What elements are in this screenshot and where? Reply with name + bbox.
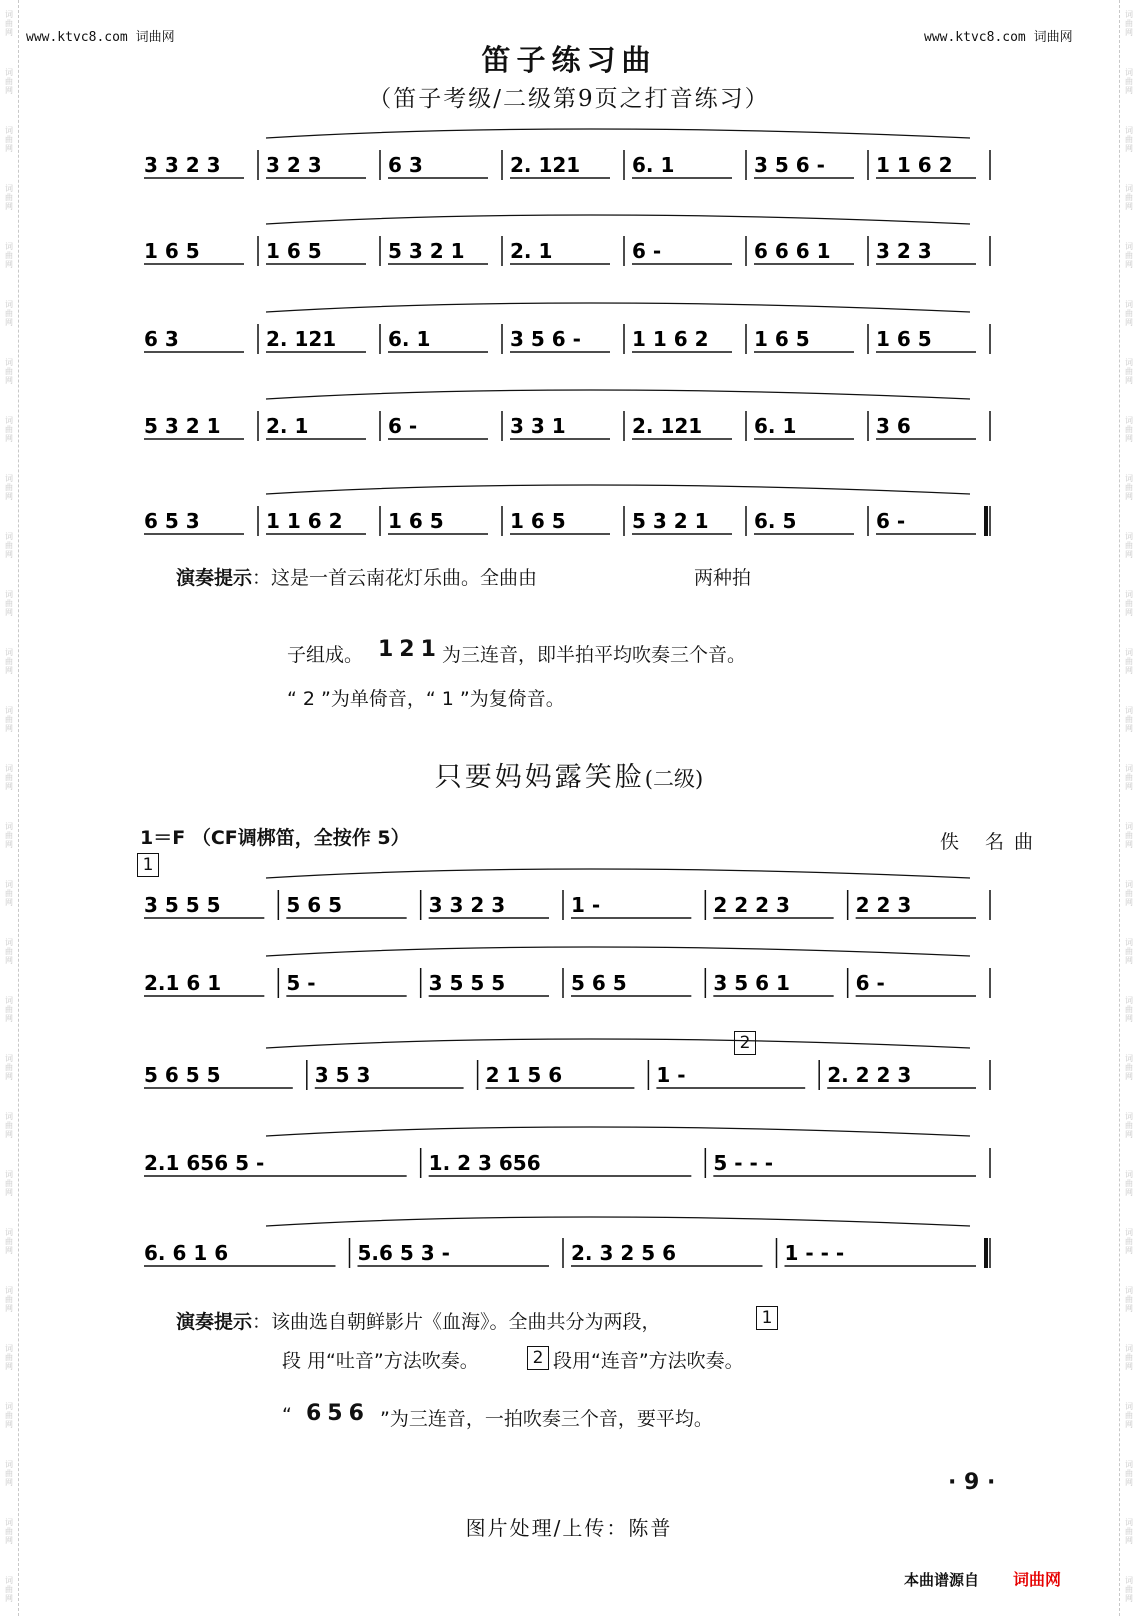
song1-measure: 1 6 5 — [144, 239, 200, 263]
song2-measure: 6 - — [855, 971, 885, 995]
song1-measure: 3 2 3 — [876, 239, 932, 263]
source-line — [904, 1567, 1061, 1590]
watermark-strip-mark: 词 曲 网 — [5, 706, 13, 733]
song2-measure: 5 6 5 — [286, 893, 343, 917]
song2-measure: 6. 6 1 6 — [144, 1241, 229, 1265]
watermark-strip-mark: 词 曲 网 — [5, 1286, 13, 1313]
watermark-strip-mark: 词 曲 网 — [1125, 706, 1133, 733]
song1-measure: 6. 1 — [754, 414, 797, 438]
song2-measure: 1 - — [656, 1063, 686, 1087]
song1-measure: 2. 121 — [266, 327, 337, 351]
watermark-strip-mark: 词 曲 网 — [5, 938, 13, 965]
song1-measure: 1 6 5 — [754, 327, 810, 351]
song1-measure: 6 6 6 1 — [754, 239, 831, 263]
song2-tip-line1 — [176, 1307, 661, 1334]
song1-tip-line1 — [176, 563, 537, 590]
watermark-strip-mark: 词 曲 网 — [5, 474, 13, 501]
song2-measure: 3 5 5 5 — [144, 893, 221, 917]
watermark-strip-mark: 词 曲 网 — [5, 1344, 13, 1371]
upload-credit: 图片处理/上传：陈普 — [465, 1516, 673, 1540]
song2-tip-label: 演奏提示 — [176, 1311, 253, 1333]
song1-measure: 1 6 5 — [388, 509, 444, 533]
song1-measure: 6 3 — [144, 327, 179, 351]
song2-composer: 佚 名曲 — [940, 831, 1044, 853]
song2-measure: 1 - - - — [784, 1241, 845, 1265]
watermark-strip-mark: 词 曲 网 — [5, 184, 13, 211]
song1-measure: 2. 121 — [632, 414, 703, 438]
song2-measure: 2 1 5 6 — [485, 1063, 563, 1087]
song1-slur — [266, 129, 970, 138]
song1-measure: 1 6 5 — [266, 239, 322, 263]
watermark-strip-mark: 词 曲 网 — [1125, 358, 1133, 385]
watermark-strip-mark: 词 曲 网 — [5, 1228, 13, 1255]
song2-title-text: 只要妈妈露笑脸 — [434, 762, 645, 793]
song1-slur — [266, 215, 970, 224]
watermark-strip-mark: 词 曲 网 — [1125, 1054, 1133, 1081]
watermark-strip-mark: 词 曲 网 — [5, 10, 13, 37]
song1-slur — [266, 303, 970, 312]
song1-tip-text2b: 为三连音，即半拍平均吹奏三个音。 — [442, 644, 747, 666]
song1-tip-line1-end: 两种拍 — [694, 567, 752, 589]
watermark-strip-mark: 词 曲 网 — [1125, 126, 1133, 153]
watermark-strip-mark: 词 曲 网 — [1125, 300, 1133, 327]
song1-measure: 6 - — [632, 239, 662, 263]
song1-measure: 3 3 1 — [510, 414, 566, 438]
watermark-strip-mark: 词 曲 网 — [5, 1402, 13, 1429]
watermark-strip-mark: 词 曲 网 — [5, 300, 13, 327]
watermark-strip-mark: 词 曲 网 — [5, 242, 13, 269]
watermark-strip-mark: 词 曲 网 — [1125, 764, 1133, 791]
watermark-strip-mark: 词 曲 网 — [5, 590, 13, 617]
watermark-strip-mark: 词 曲 网 — [5, 822, 13, 849]
song2-measure: 2 2 2 3 — [713, 893, 790, 917]
watermark-strip-mark: 词 曲 网 — [1125, 532, 1133, 559]
watermark-strip-mark: 词 曲 网 — [5, 358, 13, 385]
watermark-cn-left: 词曲网 — [135, 30, 175, 45]
song2-slur — [266, 1039, 970, 1048]
song1-measure: 3 5 6 - — [510, 327, 581, 351]
watermark-strip-mark: 词 曲 网 — [5, 1576, 13, 1603]
song2-tip-text1: ：该曲选自朝鲜影片《血海》。全曲共分为两段， — [252, 1311, 661, 1333]
section-1-box: 1 — [137, 853, 159, 877]
song2-measure: 2.1 656 5 - — [144, 1151, 265, 1175]
watermark-strip-mark: 词 曲 网 — [1125, 68, 1133, 95]
song2-measure: 2 2 3 — [855, 893, 912, 917]
watermark-strip-mark: 词 曲 网 — [1125, 474, 1133, 501]
song1-tip-text2a: 子组成。 — [287, 644, 364, 666]
song1-tip-triplet: 121 — [378, 637, 442, 662]
source-label: 本曲谱源自 — [904, 1571, 980, 1589]
watermark-strip-mark: 词 曲 网 — [1125, 1402, 1133, 1429]
song1-measure: 2. 121 — [510, 153, 581, 177]
watermark-strip-mark: 词 曲 网 — [5, 764, 13, 791]
watermark-strip-mark: 词 曲 网 — [5, 532, 13, 559]
watermark-strip-mark: 词 曲 网 — [1125, 1344, 1133, 1371]
song2-measure: 2.1 6 1 — [144, 971, 222, 995]
song1-measure: 5 3 2 1 — [388, 239, 465, 263]
song2-key: 1＝F （CF调梆笛，全按作 5） — [140, 827, 410, 849]
song2-tip-triplet: 656 — [306, 1401, 370, 1426]
song1-slur — [266, 485, 970, 494]
watermark-strip-mark: 词 曲 网 — [1125, 1112, 1133, 1139]
watermark-strip-mark: 词 曲 网 — [1125, 938, 1133, 965]
source-brand: 词曲网 — [1013, 1570, 1062, 1589]
watermark-strip-mark: 词 曲 网 — [1125, 880, 1133, 907]
song2-tip-text2a: 段 用“吐音”方法吹奏。 — [282, 1350, 479, 1372]
watermark-strip-mark: 词 曲 网 — [5, 1518, 13, 1545]
song1-measure: 1 1 6 2 — [266, 509, 343, 533]
watermark-strip-mark: 词 曲 网 — [5, 1054, 13, 1081]
song1-measure: 3 6 — [876, 414, 911, 438]
song2-tip-text3a: “ — [282, 1404, 292, 1426]
song1-measure: 5 3 2 1 — [144, 414, 221, 438]
song1-measure: 1 6 5 — [876, 327, 932, 351]
song1-tip-line3: “ 2 ”为单倚音，“ 1 ”为复倚音。 — [287, 688, 565, 710]
watermark-strip-mark: 词 曲 网 — [1125, 590, 1133, 617]
song2-measure: 2. 2 2 3 — [827, 1063, 912, 1087]
song2-measure: 5 - — [286, 971, 316, 995]
watermark-strip-mark: 词 曲 网 — [5, 996, 13, 1023]
song1-measure: 6 - — [876, 509, 906, 533]
song1-measure: 2. 1 — [510, 239, 553, 263]
song1-tip-line2 — [287, 640, 363, 667]
song1-measure: 3 3 2 3 — [144, 153, 221, 177]
watermark-strip-mark: 词 曲 网 — [5, 68, 13, 95]
song2-measure: 3 5 5 5 — [428, 971, 506, 995]
song1-measure: 6 5 3 — [144, 509, 200, 533]
song2-slur — [266, 1127, 970, 1136]
page-number: · 9 · — [948, 1470, 996, 1495]
song2-measure: 3 3 2 3 — [428, 893, 506, 917]
song1-measure: 3 5 6 - — [754, 153, 825, 177]
song1-measure: 6 - — [388, 414, 418, 438]
song1-measure: 2. 1 — [266, 414, 309, 438]
song1-measure: 5 3 2 1 — [632, 509, 709, 533]
song1-measure: 1 1 6 2 — [632, 327, 709, 351]
song1-measure: 6. 1 — [388, 327, 431, 351]
song1-measure: 6 3 — [388, 153, 423, 177]
song2-measure: 5 6 5 5 — [144, 1063, 221, 1087]
song1-measure: 1 1 6 2 — [876, 153, 953, 177]
song2-measure: 2. 3 2 5 6 — [571, 1241, 677, 1265]
song2-measure: 1. 2 3 656 — [428, 1151, 541, 1175]
song2-tip-text3b: ”为三连音，一拍吹奏三个音，要平均。 — [380, 1408, 713, 1430]
watermark-strip-mark: 词 曲 网 — [5, 416, 13, 443]
song2-measure: 5 - - - — [713, 1151, 774, 1175]
song2-slur — [266, 947, 970, 956]
watermark-strip-mark: 词 曲 网 — [5, 1112, 13, 1139]
watermark-url-right: www.ktvc8.com — [924, 30, 1026, 45]
watermark-strip-mark: 词 曲 网 — [1125, 648, 1133, 675]
watermark-strip-mark: 词 曲 网 — [1125, 416, 1133, 443]
song2-measure: 1 - — [571, 893, 601, 917]
watermark-strip-mark: 词 曲 网 — [1125, 184, 1133, 211]
watermark-strip-mark: 词 曲 网 — [1125, 1228, 1133, 1255]
song1-slur — [266, 390, 970, 399]
watermark-strip-mark: 词 曲 网 — [1125, 996, 1133, 1023]
section-2-box: 2 — [734, 1031, 756, 1055]
song2-measure: 5.6 5 3 - — [357, 1241, 450, 1265]
song1-tip-text1: ：这是一首云南花灯乐曲。全曲由 — [252, 567, 538, 589]
watermark-strip-mark: 词 曲 网 — [5, 1460, 13, 1487]
watermark-url-left: www.ktvc8.com — [26, 30, 128, 45]
watermark-strip-mark: 词 曲 网 — [1125, 1518, 1133, 1545]
watermark-strip-mark: 词 曲 网 — [1125, 822, 1133, 849]
song1-measure: 6. 5 — [754, 509, 797, 533]
song1-subtitle: （笛子考级/二级第9页之打音练习） — [368, 86, 770, 112]
watermark-strip-mark: 词 曲 网 — [5, 1170, 13, 1197]
watermark-strip-mark: 词 曲 网 — [1125, 242, 1133, 269]
song1-measure: 6. 1 — [632, 153, 675, 177]
watermark-strip-mark: 词 曲 网 — [1125, 1460, 1133, 1487]
song1-title: 笛子练习曲 — [481, 43, 657, 77]
watermark-strip-mark: 词 曲 网 — [1125, 1576, 1133, 1603]
song1-tip-label: 演奏提示 — [176, 567, 253, 589]
watermark-strip-mark: 词 曲 网 — [5, 648, 13, 675]
watermark-strip-mark: 词 曲 网 — [1125, 10, 1133, 37]
song2-slur — [266, 869, 970, 878]
song2-measure: 5 6 5 — [571, 971, 627, 995]
tip-section-1-box: 1 — [756, 1306, 778, 1330]
song2-tip-text2b: 段用“连音”方法吹奏。 — [553, 1350, 744, 1372]
tip-section-2-box: 2 — [527, 1346, 549, 1370]
song1-measure: 1 6 5 — [510, 509, 566, 533]
watermark-strip-mark: 词 曲 网 — [5, 880, 13, 907]
song1-measure: 3 2 3 — [266, 153, 322, 177]
song2-title — [0, 755, 1138, 794]
song2-measure: 3 5 6 1 — [713, 971, 790, 995]
watermark-cn-right: 词曲网 — [1033, 30, 1073, 45]
watermark-strip-mark: 词 曲 网 — [1125, 1286, 1133, 1313]
song2-slur — [266, 1217, 970, 1226]
song2-level: (二级) — [644, 767, 704, 791]
watermark-strip-mark: 词 曲 网 — [5, 126, 13, 153]
watermark-strip-mark: 词 曲 网 — [1125, 1170, 1133, 1197]
song2-measure: 3 5 3 — [314, 1063, 371, 1087]
